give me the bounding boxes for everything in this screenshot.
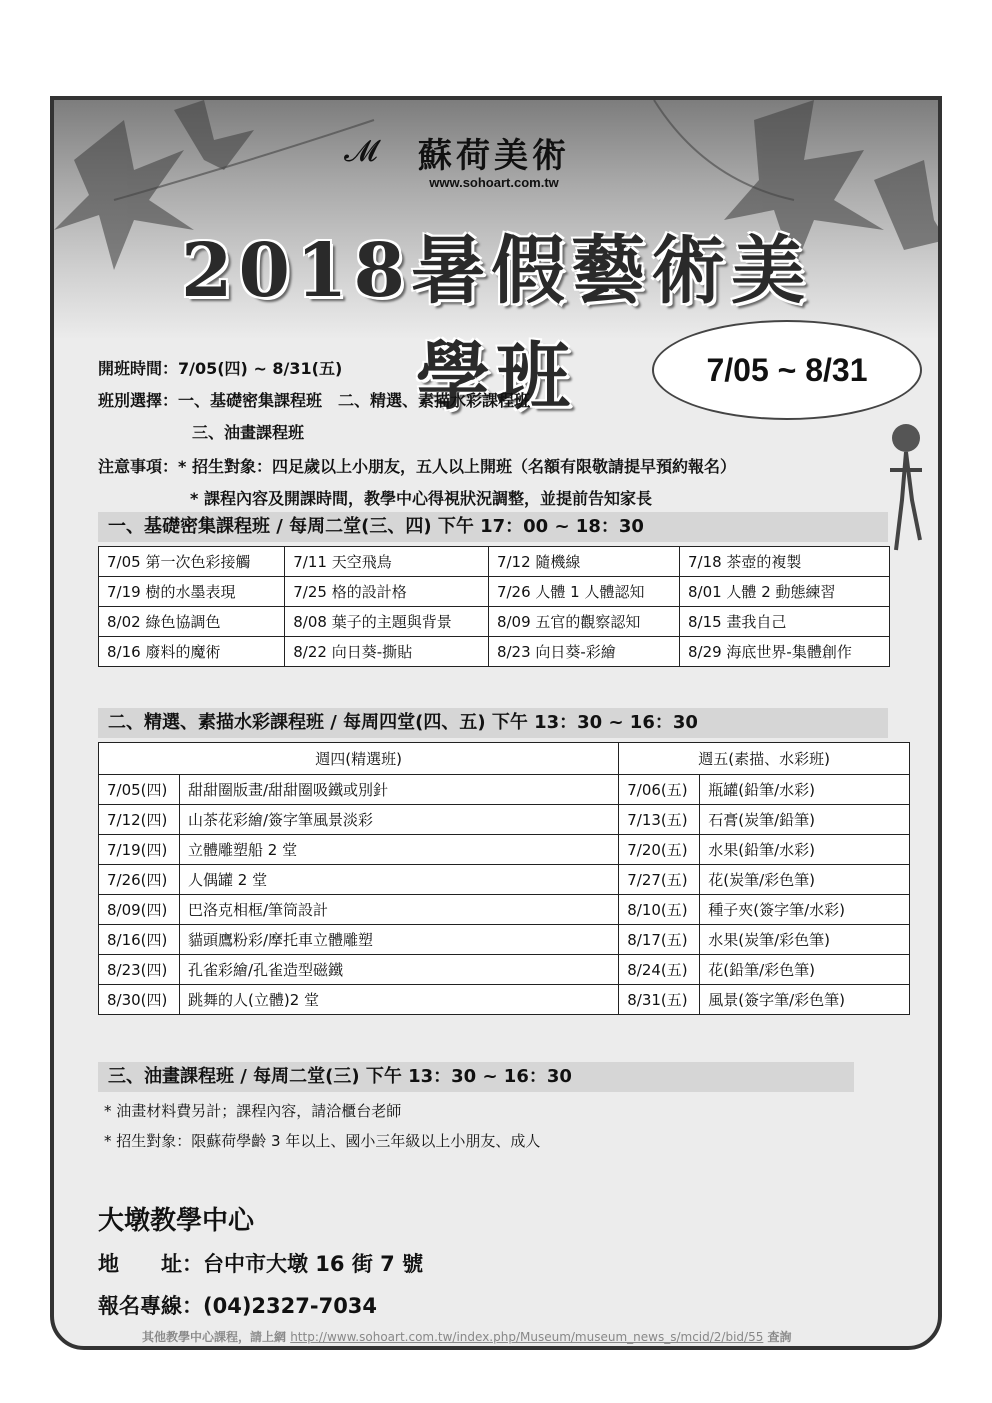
table-cell: 7/26(四) bbox=[99, 865, 180, 895]
table-cell: 水果(鉛筆/水彩) bbox=[700, 835, 910, 865]
table-cell: 貓頭鷹粉彩/摩托車立體雕塑 bbox=[180, 925, 619, 955]
table-cell: 8/24(五) bbox=[619, 955, 700, 985]
table-cell: 8/23 向日葵-彩繪 bbox=[488, 637, 679, 667]
table-cell: 8/10(五) bbox=[619, 895, 700, 925]
table-cell: 瓶罐(鉛筆/水彩) bbox=[700, 775, 910, 805]
table-row bbox=[99, 955, 910, 985]
table-cell: 8/08 葉子的主題與背景 bbox=[285, 607, 489, 637]
table-cell: 7/25 格的設計格 bbox=[285, 577, 489, 607]
table-cell: 8/22 向日葵-撕貼 bbox=[285, 637, 489, 667]
table-row bbox=[99, 607, 890, 637]
info-class-options-cont: 三、油畫課程班 bbox=[192, 423, 305, 442]
center-phone: 報名專線：(04)2327-7034 bbox=[98, 1294, 378, 1318]
logo-url: www.sohoart.com.tw bbox=[429, 175, 559, 190]
table-row bbox=[99, 577, 890, 607]
table-cell: 花(炭筆/彩色筆) bbox=[700, 865, 910, 895]
table-cell: 7/19 樹的水墨表現 bbox=[99, 577, 285, 607]
info-notes: 注意事項：* 招生對象：四足歲以上小朋友，五人以上開班（名額有限敬請提早預約報名） bbox=[98, 457, 736, 476]
section2-table bbox=[98, 742, 910, 1015]
table-row bbox=[99, 925, 910, 955]
table-cell: 7/12(四) bbox=[99, 805, 180, 835]
table-cell: 孔雀彩繪/孔雀造型磁鐵 bbox=[180, 955, 619, 985]
table-cell: 水果(炭筆/彩色筆) bbox=[700, 925, 910, 955]
table-cell: 8/30(四) bbox=[99, 985, 180, 1015]
section1-heading: 一、基礎密集課程班 / 每周二堂(三、四) 下午 17：00 ~ 18：30 bbox=[98, 512, 888, 542]
page-title: 2018暑假藝術美學班 bbox=[181, 228, 811, 420]
table-cell: 8/02 綠色協調色 bbox=[99, 607, 285, 637]
table-cell: 山茶花彩繪/簽字筆風景淡彩 bbox=[180, 805, 619, 835]
table-cell: 8/23(四) bbox=[99, 955, 180, 985]
section2-heading: 二、精選、素描水彩課程班 / 每周四堂(四、五) 下午 13：30 ~ 16：30 bbox=[98, 708, 888, 738]
table-cell: 7/12 隨機線 bbox=[488, 547, 679, 577]
table-cell: 8/17(五) bbox=[619, 925, 700, 955]
table-cell: 花(鉛筆/彩色筆) bbox=[700, 955, 910, 985]
table-row bbox=[99, 637, 890, 667]
table-cell: 7/06(五) bbox=[619, 775, 700, 805]
section1-table bbox=[98, 546, 890, 667]
date-bubble: 7/05 ~ 8/31 bbox=[652, 320, 922, 420]
table-cell: 風景(簽字筆/彩色筆) bbox=[700, 985, 910, 1015]
table-cell: 7/18 茶壺的複製 bbox=[679, 547, 889, 577]
table-cell: 8/16 廢料的魔術 bbox=[99, 637, 285, 667]
table-cell: 7/13(五) bbox=[619, 805, 700, 835]
info-class-options: 班別選擇：一、基礎密集課程班 二、精選、素描水彩課程班 bbox=[98, 391, 531, 410]
flyer-frame bbox=[50, 96, 942, 1350]
table-cell: 立體雕塑船 2 堂 bbox=[180, 835, 619, 865]
table-cell: 7/27(五) bbox=[619, 865, 700, 895]
info-notes-cont: * 課程內容及開課時間，教學中心得視狀況調整，並提前告知家長 bbox=[190, 489, 652, 508]
table-cell: 8/15 畫我自己 bbox=[679, 607, 889, 637]
table-cell: 巴洛克相框/筆筒設計 bbox=[180, 895, 619, 925]
footer-suffix: 查詢 bbox=[767, 1330, 792, 1344]
table-cell: 8/16(四) bbox=[99, 925, 180, 955]
table-row bbox=[99, 775, 910, 805]
column-header-thursday: 週四(精選班) bbox=[99, 743, 619, 775]
footer-prefix: 其他教學中心課程，請上網 bbox=[142, 1330, 287, 1344]
table-cell: 7/20(五) bbox=[619, 835, 700, 865]
table-cell: 跳舞的人(立體)2 堂 bbox=[180, 985, 619, 1015]
logo-name: 蘇荷美術 bbox=[418, 136, 570, 176]
table-row bbox=[99, 835, 910, 865]
table-row bbox=[99, 865, 910, 895]
table-row bbox=[99, 805, 910, 835]
table-cell: 8/31(五) bbox=[619, 985, 700, 1015]
table-cell: 人偶罐 2 堂 bbox=[180, 865, 619, 895]
table-cell: 7/11 天空飛鳥 bbox=[285, 547, 489, 577]
table-cell: 7/26 人體 1 人體認知 bbox=[488, 577, 679, 607]
section3-note-eligibility: * 招生對象：限蘇荷學齡 3 年以上、國小三年級以上小朋友、成人 bbox=[104, 1132, 541, 1150]
footer bbox=[142, 1328, 792, 1345]
section3-heading: 三、油畫課程班 / 每周二堂(三) 下午 13：30 ~ 16：30 bbox=[98, 1062, 854, 1092]
table-cell: 7/05(四) bbox=[99, 775, 180, 805]
table-cell: 8/01 人體 2 動態練習 bbox=[679, 577, 889, 607]
column-header-friday: 週五(素描、水彩班) bbox=[619, 743, 910, 775]
table-cell: 7/19(四) bbox=[99, 835, 180, 865]
logo bbox=[344, 128, 644, 190]
table-row bbox=[99, 985, 910, 1015]
table-row bbox=[99, 547, 890, 577]
table-header-row bbox=[99, 743, 910, 775]
table-cell: 8/09(四) bbox=[99, 895, 180, 925]
center-address: 地 址：台中市大墩 16 街 7 號 bbox=[98, 1252, 424, 1276]
table-cell: 種子夾(簽字筆/水彩) bbox=[700, 895, 910, 925]
section3-note-fee: * 油畫材料費另計；課程內容，請洽櫃台老師 bbox=[104, 1102, 402, 1120]
table-cell: 7/05 第一次色彩接觸 bbox=[99, 547, 285, 577]
table-cell: 8/29 海底世界-集體創作 bbox=[679, 637, 889, 667]
table-cell: 8/09 五官的觀察認知 bbox=[488, 607, 679, 637]
table-row bbox=[99, 895, 910, 925]
center-name: 大墩教學中心 bbox=[98, 1206, 255, 1236]
table-cell: 石膏(炭筆/鉛筆) bbox=[700, 805, 910, 835]
table-cell: 甜甜圈版畫/甜甜圈吸鐵或別針 bbox=[180, 775, 619, 805]
info-open-time: 開班時間：7/05(四) ~ 8/31(五) bbox=[98, 359, 343, 378]
footer-link[interactable]: http://www.sohoart.com.tw/index.php/Museum/museum_news_s/mcid/2/bid/55 bbox=[290, 1330, 764, 1344]
logo-mark-icon: 𝓜 bbox=[344, 134, 378, 169]
